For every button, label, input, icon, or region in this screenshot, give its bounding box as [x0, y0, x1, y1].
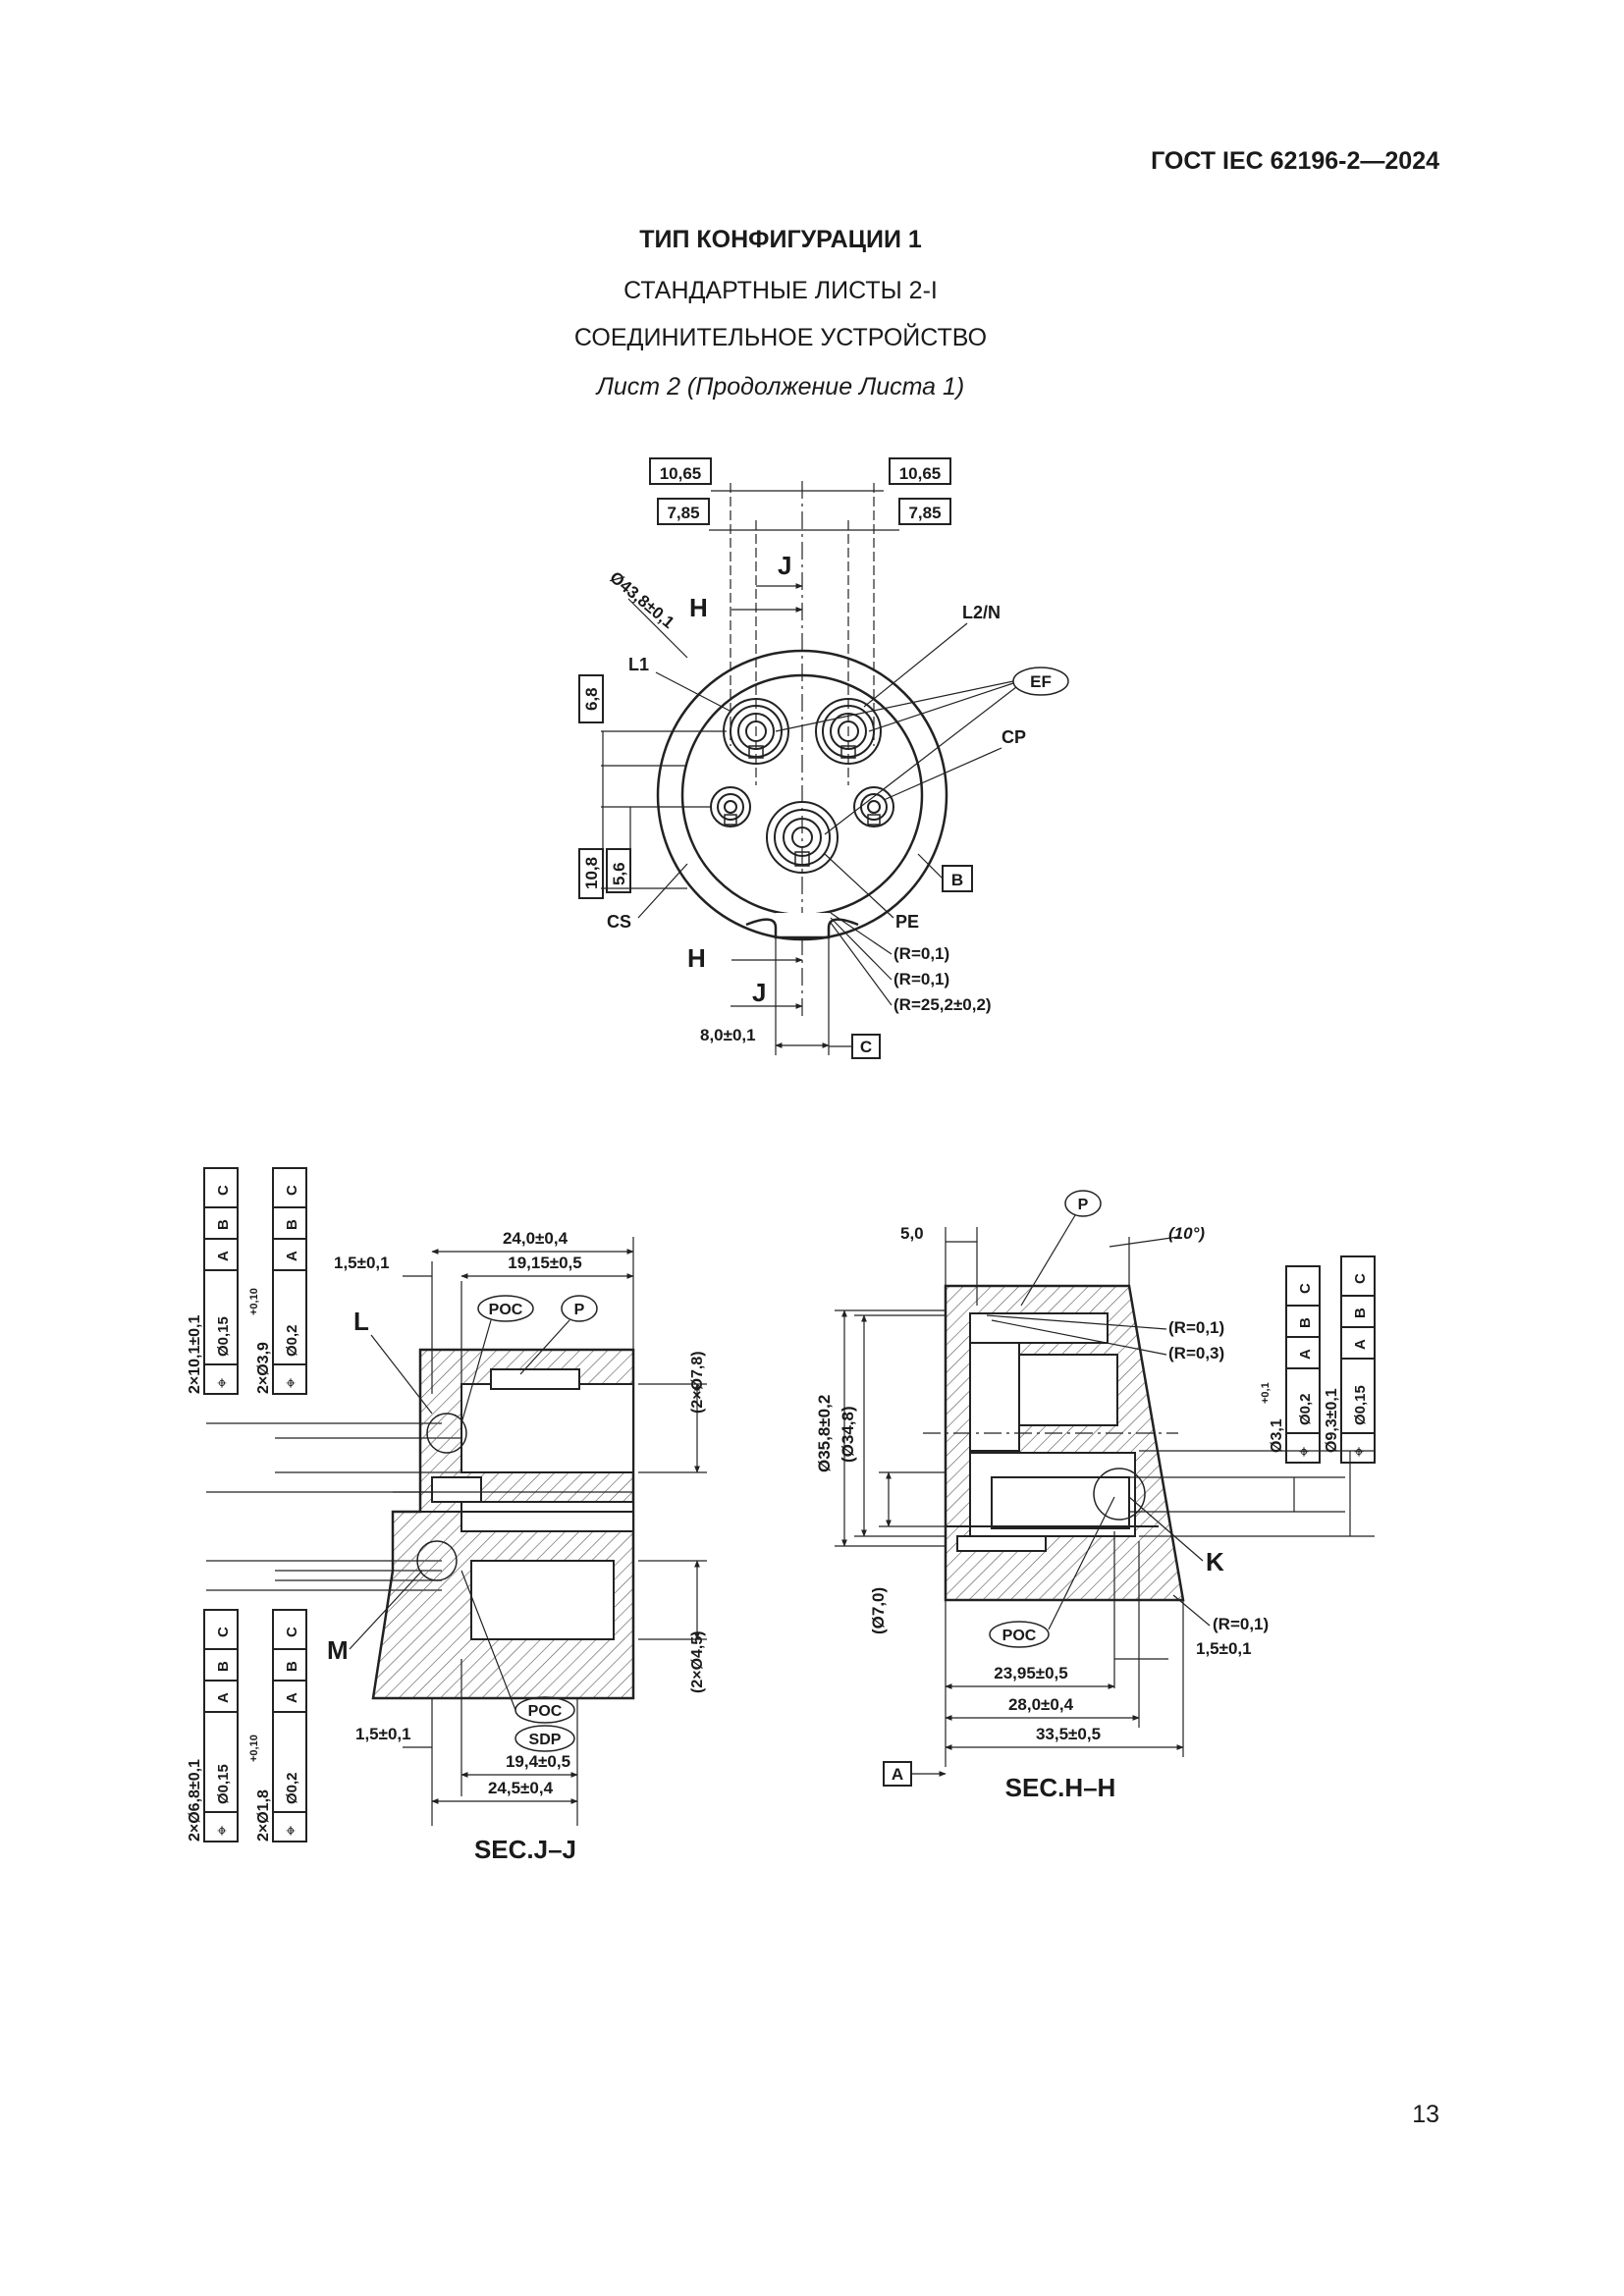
- dim-19-15: 19,15±0,5: [508, 1254, 582, 1272]
- page-number: 13: [1412, 2101, 1439, 2128]
- dim-24-0: 24,0±0,4: [502, 1229, 568, 1248]
- fcf-jj-3: [204, 1610, 238, 1842]
- dim-24-5: 24,5±0,4: [487, 1779, 554, 1797]
- label-c: C: [859, 1038, 873, 1056]
- datum-a: A: [1352, 1339, 1369, 1350]
- datum-b: B: [215, 1219, 232, 1230]
- fcf-dim-2: 2×Ø3,9: [255, 1342, 272, 1394]
- fcf-dim-1: 2×10,1±0,1: [187, 1314, 203, 1394]
- dim-1-5-top: 1,5±0,1: [334, 1254, 390, 1272]
- datum-c: C: [1297, 1283, 1314, 1294]
- label-cp: CP: [1001, 727, 1027, 747]
- tolerance: Ø0,2: [284, 1772, 300, 1804]
- dim-23-95: 23,95±0,5: [994, 1664, 1068, 1682]
- datum-a: A: [284, 1692, 300, 1703]
- position-symbol: ⌖: [1349, 1446, 1369, 1457]
- r-label-3: (R=25,2±0,2): [893, 995, 992, 1014]
- dim-7-85-right: 7,85: [908, 504, 942, 522]
- page-subtitle-device: СОЕДИНИТЕЛЬНОЕ УСТРОЙСТВО: [573, 324, 988, 351]
- fcf-sup-4: +0,10: [248, 1735, 260, 1762]
- section-hh: [815, 1191, 1375, 1802]
- label-l1: L1: [628, 655, 650, 674]
- dim-8-0: 8,0±0,1: [700, 1026, 756, 1044]
- label-j-top: J: [778, 551, 792, 580]
- section-jj-title: SEC.J–J: [473, 1835, 577, 1864]
- fcf-dim-4: 2×Ø1,8: [255, 1789, 272, 1842]
- top-view: [579, 458, 1068, 1058]
- fcf-dim-3: 2×Ø6,8±0,1: [187, 1759, 203, 1842]
- fcf-hh-2: [1341, 1256, 1375, 1463]
- page-subtitle: СТАНДАРТНЫЕ ЛИСТЫ 2-I: [623, 277, 938, 304]
- label-j-bottom: J: [752, 978, 767, 1007]
- position-symbol: ⌖: [1294, 1446, 1314, 1457]
- label-poc-bottom: POC: [527, 1703, 563, 1720]
- datum-b: B: [284, 1219, 300, 1230]
- fcf-sup-2: +0,10: [248, 1288, 260, 1315]
- r-03-hh: (R=0,3): [1168, 1344, 1225, 1362]
- dim-35-8: Ø35,8±0,2: [815, 1394, 834, 1472]
- datum-c: C: [215, 1627, 232, 1637]
- label-h-bottom: H: [687, 943, 706, 973]
- fcf-hh-1: [1286, 1266, 1320, 1463]
- datum-c: C: [1352, 1273, 1369, 1284]
- tolerance: Ø0,15: [215, 1316, 232, 1357]
- dim-1-5-bottom: 1,5±0,1: [355, 1725, 411, 1743]
- label-poc-hh: POC: [1001, 1628, 1037, 1644]
- pin-cs: [711, 787, 750, 827]
- tolerance: Ø0,2: [284, 1324, 300, 1357]
- fcf-jj-4: [273, 1610, 306, 1842]
- datum-b: B: [1297, 1317, 1314, 1328]
- label-ef: EF: [1030, 672, 1052, 691]
- datum-b: B: [1352, 1308, 1369, 1318]
- dim-5-6: 5,6: [610, 862, 628, 885]
- r-01b-hh: (R=0,1): [1213, 1615, 1270, 1633]
- dim-5-0: 5,0: [900, 1224, 924, 1243]
- fcf-hh-dim-1: Ø3,1: [1269, 1418, 1285, 1453]
- standard-id: ГОСТ IEC 62196-2—2024: [1151, 147, 1439, 175]
- dim-1-5-hh: 1,5±0,1: [1196, 1639, 1252, 1658]
- label-a: A: [891, 1765, 904, 1784]
- dim-7-0: (Ø7,0): [869, 1586, 888, 1634]
- dim-7-85-left: 7,85: [667, 504, 700, 522]
- position-symbol: ⌖: [212, 1825, 232, 1836]
- label-p-jj: P: [573, 1302, 585, 1318]
- label-b: B: [950, 871, 964, 889]
- dim-6-8: 6,8: [582, 687, 601, 711]
- datum-b: B: [284, 1661, 300, 1672]
- dim-2x7-8: (2×Ø7,8): [689, 1351, 706, 1414]
- label-l2n: L2/N: [962, 603, 1001, 622]
- dim-10-65-right: 10,65: [898, 464, 942, 483]
- section-jj: [187, 1168, 707, 1864]
- datum-b: B: [215, 1661, 232, 1672]
- datum-a: A: [284, 1251, 300, 1261]
- r-label-2: (R=0,1): [893, 970, 950, 988]
- dim-10-65-left: 10,65: [659, 464, 702, 483]
- fcf-hh-dim-2: Ø9,3±0,1: [1324, 1388, 1340, 1453]
- dim-34-8: (Ø34,8): [839, 1406, 857, 1463]
- label-pe: PE: [895, 912, 920, 932]
- label-k: K: [1206, 1547, 1224, 1576]
- dim-2x4-5: (2×Ø4,5): [689, 1630, 706, 1693]
- label-cs: CS: [607, 912, 632, 932]
- fcf-hh-sup-1: +0,1: [1260, 1382, 1272, 1404]
- label-poc-top: POC: [488, 1302, 523, 1318]
- angle-10: (10°): [1168, 1224, 1206, 1243]
- tolerance: Ø0,15: [215, 1764, 232, 1804]
- datum-a: A: [215, 1692, 232, 1703]
- tolerance: Ø0,2: [1297, 1393, 1314, 1425]
- label-l: L: [353, 1307, 369, 1336]
- datum-c: C: [284, 1627, 300, 1637]
- tolerance: Ø0,15: [1352, 1385, 1369, 1425]
- label-sdp: SDP: [528, 1732, 562, 1748]
- dim-10-8: 10,8: [582, 856, 601, 889]
- sheet-caption: Лист 2 (Продолжение Листа 1): [596, 373, 965, 400]
- label-p-hh: P: [1077, 1197, 1089, 1213]
- diameter-label: Ø43,8±0,1: [606, 567, 678, 633]
- label-h-top: H: [689, 593, 708, 622]
- dim-28-0: 28,0±0,4: [1007, 1695, 1074, 1714]
- dim-33-5: 33,5±0,5: [1035, 1725, 1102, 1743]
- datum-c: C: [284, 1185, 300, 1196]
- position-symbol: ⌖: [212, 1377, 232, 1388]
- position-symbol: ⌖: [281, 1377, 300, 1388]
- datum-c: C: [215, 1185, 232, 1196]
- r-01-hh: (R=0,1): [1168, 1318, 1225, 1337]
- position-symbol: ⌖: [281, 1825, 300, 1836]
- fcf-jj-2: [273, 1168, 306, 1394]
- fcf-jj-1: [204, 1168, 238, 1394]
- label-m: M: [327, 1635, 349, 1665]
- section-jj-body: [373, 1350, 633, 1698]
- section-hh-title: SEC.H–H: [1004, 1773, 1116, 1802]
- r-label-1: (R=0,1): [893, 944, 950, 963]
- section-hh-body: [923, 1286, 1183, 1600]
- datum-a: A: [215, 1251, 232, 1261]
- dim-19-4: 19,4±0,5: [505, 1752, 571, 1771]
- page-title: ТИП КОНФИГУРАЦИИ 1: [639, 226, 922, 253]
- datum-a: A: [1297, 1349, 1314, 1360]
